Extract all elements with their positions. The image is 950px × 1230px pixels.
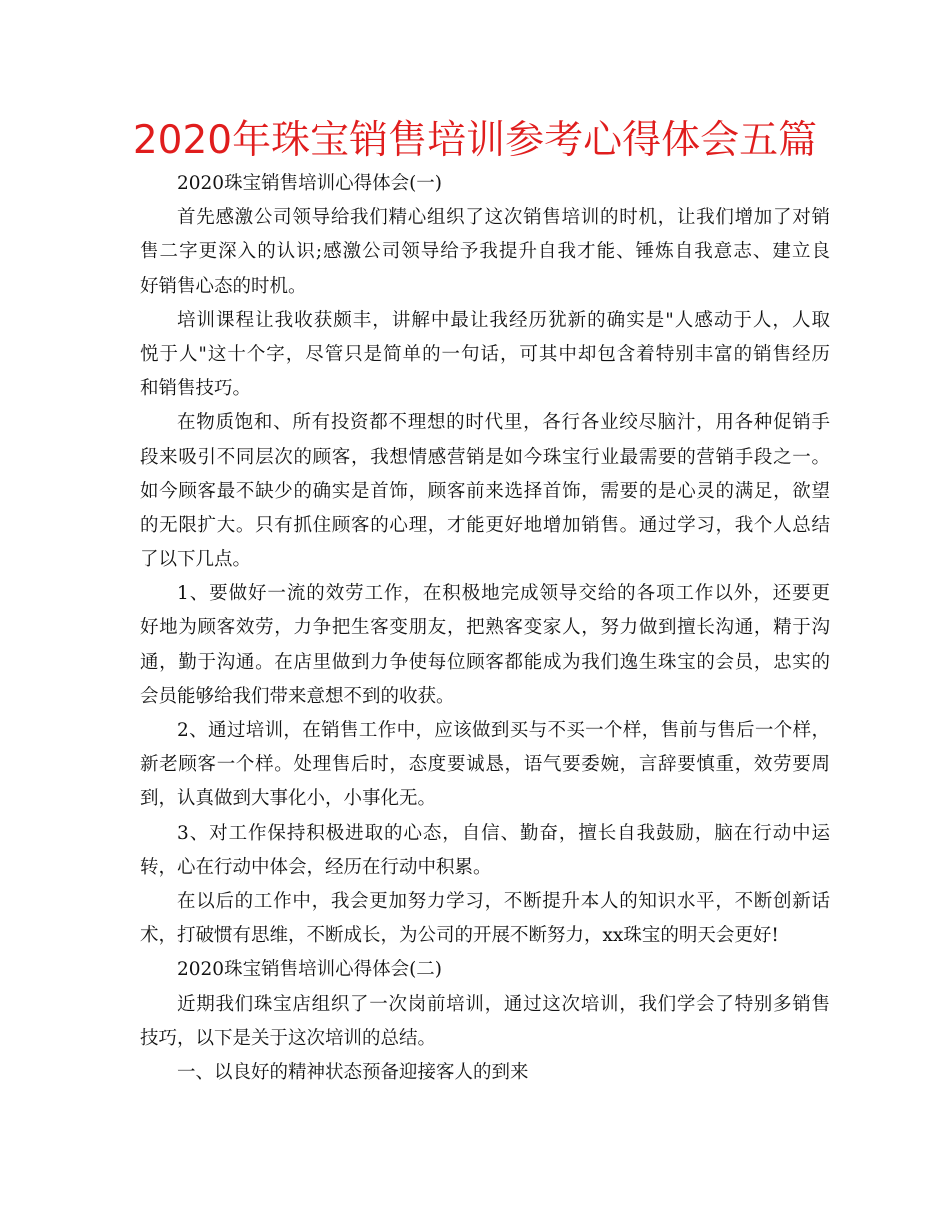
text-line: 培训课程让我收获颇丰，讲解中最让我经历犹新的确实是"人感动于人，人取 <box>177 309 830 331</box>
text-line: 售二字更深入的认识;感激公司领导给予我提升自我才能、锤炼自我意志、建立良 <box>140 241 830 263</box>
document-title: 2020年珠宝销售培训参考心得体会五篇 <box>132 118 818 163</box>
text-line: 到，认真做到大事化小，小事化无。 <box>140 788 437 810</box>
text-line: 段来吸引不同层次的顾客，我想情感营销是如今珠宝行业最需要的营销手段之一。 <box>140 446 830 468</box>
text-line: 1、要做好一流的效劳工作，在积极地完成领导交给的各项工作以外，还要更 <box>177 583 830 605</box>
text-line: 会员能够给我们带来意想不到的收获。 <box>140 685 455 707</box>
text-line: 悦于人"这十个字，尽管只是简单的一句话，可其中却包含着特别丰富的销售经历 <box>140 343 830 365</box>
text-line: 首先感激公司领导给我们精心组织了这次销售培训的时机，让我们增加了对销 <box>177 207 830 229</box>
text-line: 好地为顾客效劳，力争把生客变朋友，把熟客变家人，努力做到擅长沟通，精于沟 <box>140 617 830 639</box>
text-line: 好销售心态的时机。 <box>140 275 307 297</box>
text-line: 在物质饱和、所有投资都不理想的时代里，各行各业绞尽脑汁，用各种促销手 <box>177 412 830 434</box>
text-line: 的无限扩大。只有抓住顾客的心理，才能更好地增加销售。通过学习，我个人总结 <box>140 514 830 536</box>
text-line: 术，打破惯有思维，不断成长，为公司的开展不断努力，xx珠宝的明天会更好! <box>140 925 779 947</box>
text-line: 2020珠宝销售培训心得体会(二) <box>177 959 443 981</box>
text-line: 转，心在行动中体会，经历在行动中积累。 <box>140 856 492 878</box>
text-line: 2、通过培训，在销售工作中，应该做到买与不买一个样，售前与售后一个样， <box>177 720 830 741</box>
text-line: 如今顾客最不缺少的确实是首饰，顾客前来选择首饰，需要的是心灵的满足，欲望 <box>140 480 830 502</box>
text-line: 和销售技巧。 <box>140 378 252 400</box>
text-line: 在以后的工作中，我会更加努力学习，不断提升本人的知识水平，不断创新话 <box>177 890 830 912</box>
text-line: 技巧，以下是关于这次培训的总结。 <box>140 1027 437 1049</box>
text-line: 2020珠宝销售培训心得体会(一) <box>177 173 443 194</box>
text-line: 一、以良好的精神状态预备迎接客人的到来 <box>177 1061 529 1083</box>
document-body <box>140 167 830 1090</box>
text-line: 通，勤于沟通。在店里做到力争使每位顾客都能成为我们逸生珠宝的会员，忠实的 <box>140 651 830 673</box>
text-line: 新老顾客一个样。处理售后时，态度要诚恳，语气要委婉，言辞要慎重，效劳要周 <box>140 754 830 776</box>
text-line: 近期我们珠宝店组织了一次岗前培训，通过这次培训，我们学会了特别多销售 <box>177 993 830 1015</box>
text-line: 3、对工作保持积极进取的心态，自信、勤奋，擅长自我鼓励，脑在行动中运 <box>177 822 830 844</box>
text-line: 了以下几点。 <box>140 549 252 571</box>
